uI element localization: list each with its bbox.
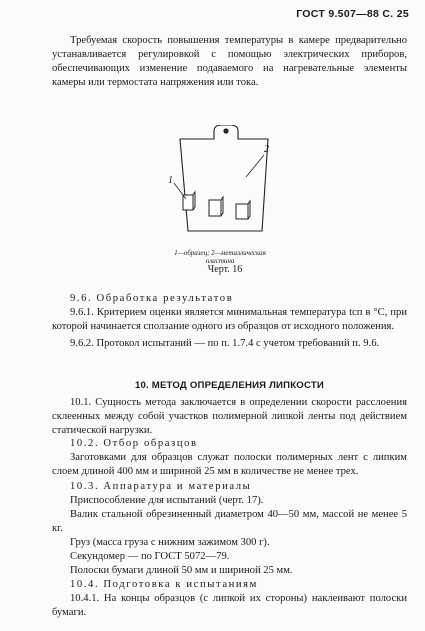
figure-caption: 1—образец; 2—металлическая пластина [174,249,266,265]
label-1: 1 [168,175,173,186]
section-10-heading: 10. МЕТОД ОПРЕДЕЛЕНИЯ ЛИПКОСТИ [134,380,325,391]
para-10-3-e: Полоски бумаги длиной 50 мм и шириной 25 мм. [70,565,293,576]
para-10-1: 10.1. Сущность метода заключается в определении скорости расслоения склеенных между собой участков полимерной липкой ленты под действием статической нагрузки. [52,397,407,436]
intro-paragraph: Требуемая скорость повышения температуры в камере предварительно устанавливается регулировкой с помощью электрических приборов, обеспечивающих изменение подаваемого на нагревательные элементы камеры или термостата напряжения или тока. [52,35,407,88]
page-header: ГОСТ 9.507—88 С. 25 [296,8,409,20]
para-10-3-d: Секундомер — по ГОСТ 5072—79. [70,551,230,562]
para-9-6-2: 9.6.2. Протокол испытаний — по п. 1.7.4 с учетом требований п. 9.6. [70,338,380,349]
para-10-3-b: Валик стальной обрезиненный диаметром 40—50 мм, массой не менее 5 кг. [52,509,407,534]
para-10-2-text: Заготовками для образцов служат полоски полимерных лент с липким слоем длиной 400 мм и шириной 25 мм в количестве не менее трех. [52,452,407,477]
section-10-3: 10.3. Аппаратура и материалы [70,481,252,492]
figure-16 [150,125,280,245]
para-10-3-a: Приспособление для испытаний (черт. 17). [70,495,264,506]
para-10-4-1: 10.4.1. На концы образцов (с липкой их стороны) наклеивают полоски бумаги. [52,593,407,618]
para-10-3-c: Груз (масса груза с нижним зажимом 300 г). [70,537,270,548]
section-10-4: 10.4. Подготовка к испытаниям [70,579,258,590]
label-2: 2 [264,144,269,155]
metal-plate [180,125,268,231]
figure-title: Черт. 16 [207,264,243,275]
samples [183,192,250,219]
plate-hole [223,128,228,133]
section-9-6: 9.6. Обработка результатов [70,293,234,304]
section-10-2: 10.2. Отбор образцов [70,438,198,449]
para-9-6-1: 9.6.1. Критерием оценки является минимальная температура tсп в °С, при которой начинается сползание одного из образцов от исходного положения. [52,307,407,332]
